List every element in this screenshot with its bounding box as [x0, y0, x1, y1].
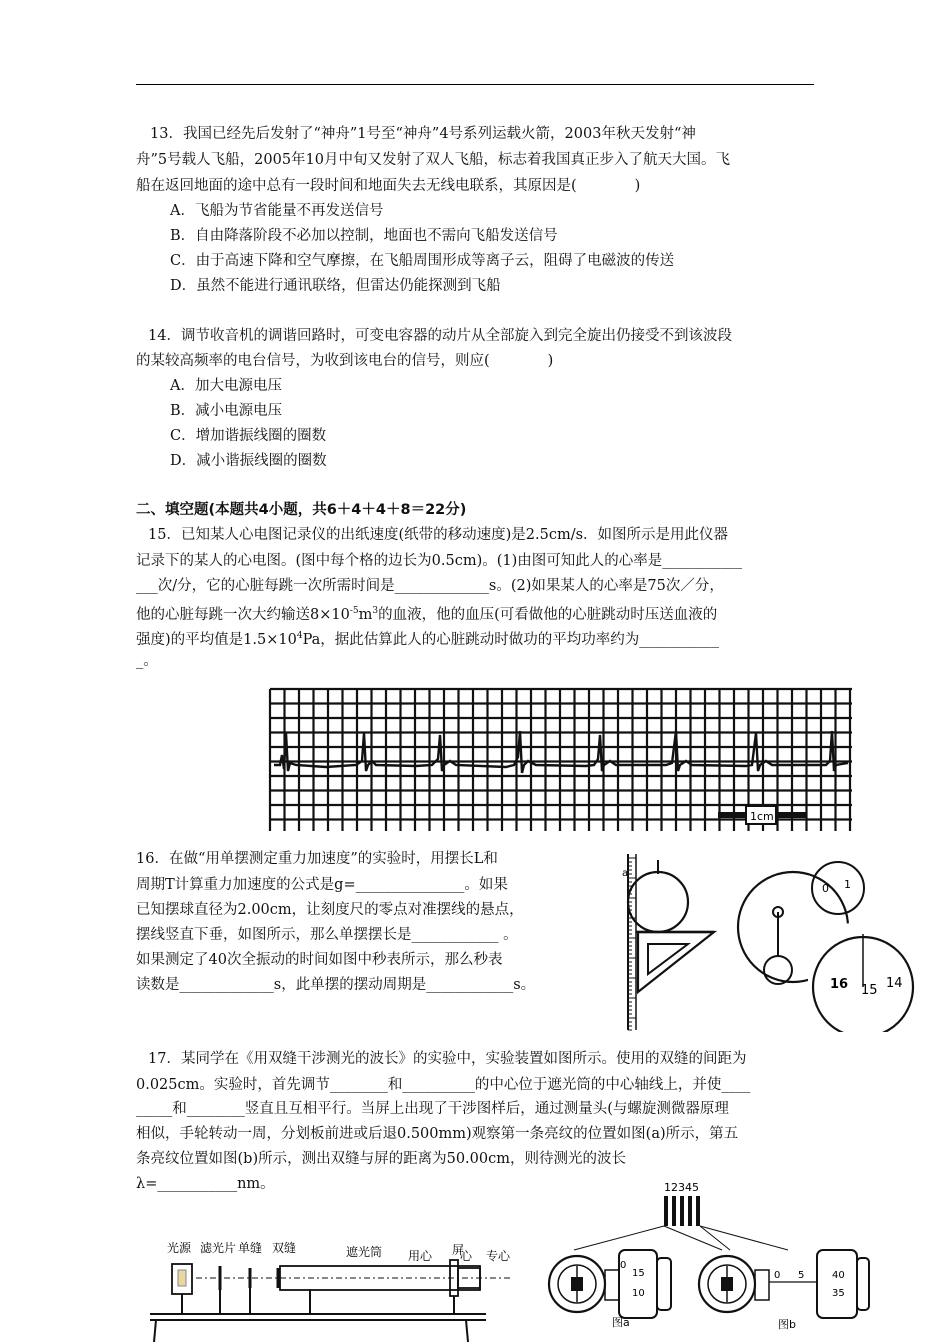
watch-small-0: 0 [822, 882, 829, 895]
set-square [638, 932, 714, 992]
measuring-head-a [549, 1250, 671, 1329]
fig-a-caption: 图a [612, 1316, 630, 1329]
measuring-head-figure [542, 1178, 872, 1344]
q16-line3: 已知摆球直径为2.00cm，让刻度尺的零点对准摆线的悬点， [136, 902, 524, 918]
q15-line4-b: m [358, 606, 373, 623]
scale-b-40: 40 [832, 1270, 845, 1281]
q14-option-c: C．增加谐振线圈的圈数 [170, 428, 327, 444]
q17-line1: 17．某同学在《用双缝干涉测光的波长》的实验中，实验装置如图所示。使用的双缝的间距为 [148, 1051, 747, 1067]
q16-line2: 周期T计算重力加速度的公式是g=_______________。如果 [136, 877, 508, 893]
q13-option-a: A．飞船为节省能量不再发送信号 [170, 203, 384, 219]
q15-line4-exp2: 3 [372, 606, 379, 616]
q14-option-d: D．减小谐振线圈的圈数 [170, 453, 327, 469]
scale-a-10: 10 [632, 1288, 645, 1299]
double-slit-apparatus [150, 1230, 530, 1344]
ecg-scale-label: 1cm [750, 810, 774, 823]
scale-a-15: 15 [632, 1268, 645, 1279]
scale-b-5: 5 [798, 1270, 805, 1281]
q14-stem-line1: 14．调节收音机的调谐回路时，可变电容器的动片从全部旋入到完全旋出仍接受不到该波段 [148, 328, 732, 344]
q15-line4-a: 他的心脏每跳一次大约输送8×10 [136, 606, 350, 623]
ruler-label: a [622, 868, 629, 879]
watch-small-1: 1 [844, 878, 851, 891]
fringe-numbers: 12345 [664, 1181, 699, 1194]
q17-line6: λ=___________nm。 [136, 1176, 275, 1192]
q13-option-c: C．由于高速下降和空气摩擦，在飞船周围形成等离子云，阻碍了电磁波的传送 [170, 253, 675, 269]
ecg-figure [266, 685, 856, 835]
q13-stem-line3: 船在返回地面的途中总有一段时间和地面失去无线电联系，其原因是( ) [136, 178, 641, 194]
header-rule [136, 84, 814, 85]
q15-line3: ___次/分，它的心脏每跳一次所需时间是_____________s。(2)如果某人的心率是75次／分， [136, 578, 724, 594]
q15-line5-a: 强度)的平均值是1.5×10 [136, 631, 297, 648]
scale-b-0: 0 [774, 1270, 781, 1281]
app-label-filter: 滤光片 [200, 1241, 237, 1255]
q14-stem-line2: 的某较高频率的电台信号，为收到该电台的信号，则应( ) [136, 353, 554, 369]
pendulum-figure [618, 852, 918, 1032]
q16-line1: 16．在做“用单摆测定重力加速度”的实验时，用摆长L和 [136, 851, 498, 867]
ruler [622, 854, 636, 1030]
q15-line2: 记录下的某人的心电图。(图中每个格的边长为0.5cm)。(1)由图可知此人的心率是___________ [136, 553, 743, 569]
q17-line5: 条亮纹位置如图(b)所示，测出双缝与屏的距离为50.00cm，则待测光的波长 [136, 1151, 626, 1167]
q16-line5: 如果测定了40次全振动的时间如图中秒表所示，那么秒表 [136, 952, 503, 968]
q15-line4-exp1: -5 [349, 606, 359, 616]
q13-option-b: B．自由降落阶段不必加以控制，地面也不需向飞船发送信号 [170, 228, 558, 244]
q16-line4: 摆线竖直下垂，如图所示，那么单摆摆长是____________ 。 [136, 927, 518, 943]
app-label-screen: 屏 [452, 1243, 465, 1257]
q15-line4 [136, 601, 717, 625]
q17-line3: _____和________竖直且互相平行。当屏上出现了干涉图样后，通过测量头(与螺旋测微器原理 [136, 1101, 729, 1117]
app-label-usecenter: 用心 [408, 1249, 433, 1263]
q15-line5 [136, 626, 719, 650]
pendulum-bob [628, 872, 688, 932]
q14-option-b: B．减小电源电压 [170, 403, 283, 419]
watch-big-15: 15 [861, 983, 878, 998]
q15-line6: _。 [136, 653, 158, 669]
q17-line2: 0.025cm。实验时，首先调节________和__________的中心位于遮光筒的中心轴线上，并使____ [136, 1077, 751, 1093]
q13-stem-line1: 13．我国已经先后发射了“神舟”1号至“神舟”4号系列运载火箭，2003年秋天发射“神 [150, 126, 696, 142]
q13-stem-line2: 舟”5号载人飞船，2005年10月中旬又发射了双人飞船，标志着我国真正步入了航天大国。飞 [136, 152, 730, 168]
section-heading: 二、填空题(本题共4小题，共6＋4＋4＋8＝22分) [136, 502, 467, 518]
q15-line5-exp: 4 [296, 631, 303, 641]
fringe-pattern [664, 1196, 700, 1226]
q13-option-d: D．虽然不能进行通讯联络，但雷达仍能探测到飞船 [170, 278, 501, 294]
app-label-light: 光源 [167, 1241, 192, 1255]
scale-b-35: 35 [832, 1288, 845, 1299]
q15-line4-c: 的血液，他的血压(可看做他的心脏跳动时压送血液的 [378, 606, 718, 623]
fig-b-caption: 图b [778, 1318, 796, 1331]
app-label-double: 双缝 [272, 1241, 297, 1255]
app-label-center2: 专心 [486, 1249, 511, 1263]
q17-line4: 相似，手轮转动一周，分划板前进或后退0.500mm)观察第一条亮纹的位置如图(a)所示，第五 [136, 1126, 739, 1142]
q14-option-a: A．加大电源电压 [170, 378, 282, 394]
app-label-single: 单缝 [238, 1241, 263, 1255]
watch-big-16: 16 [830, 977, 849, 992]
scale-a-0: 0 [620, 1260, 627, 1271]
q15-line5-b: Pa，据此估算此人的心脏跳动时做功的平均功率约为___________ [302, 631, 720, 648]
measuring-head-b [699, 1250, 869, 1331]
watch-big-14: 14 [886, 976, 903, 991]
app-label-tube: 遮光筒 [346, 1245, 383, 1259]
q16-line6: 读数是_____________s，此单摆的摆动周期是____________s。 [136, 977, 536, 993]
q15-line1: 15．已知某人心电图记录仪的出纸速度(纸带的移动速度)是2.5cm/s．如图所示是用此仪器 [148, 527, 729, 543]
stopwatch [738, 862, 913, 1032]
app-label-center1: 心 [460, 1249, 473, 1263]
